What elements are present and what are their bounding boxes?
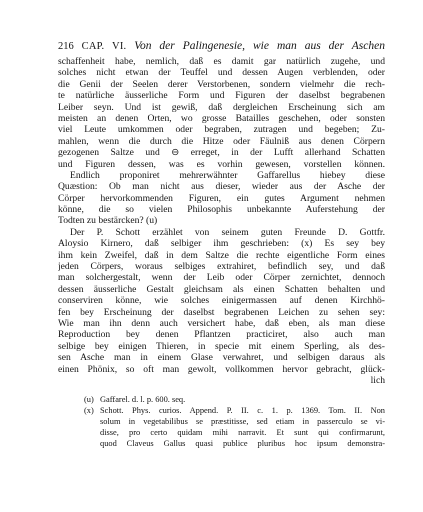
body-line: dessen äusserliche Gestalt gleichsam als einen Schatten behalten und	[58, 283, 385, 295]
body-line: sen Asche man in einem Glase verwahret, und selbigen daraus als	[58, 352, 385, 364]
chapter-label: CAP. VI.	[81, 41, 127, 52]
body-line: Der P. Schott erzählet von seinem guten Freunde D. Gottfr.	[70, 226, 385, 238]
body-line: viel Leute umkommen oder begraben, zutragen und begeben; Zu-	[58, 124, 385, 136]
footnote-marker: (x)	[84, 406, 94, 415]
paragraph	[58, 56, 385, 170]
footnote-text: Schott. Phys. curios. Append. P. II. c. 1. p. 1369. Tom. II. Non	[100, 406, 385, 415]
body-text	[58, 56, 385, 386]
body-line: selbige bey einigen Thieren, in specie mit einem Sperling, als des-	[58, 340, 385, 352]
body-line: man solchergestalt, wenn der Leib oder Cörper zernichtet, dennoch	[58, 272, 385, 284]
body-line: lich	[370, 374, 385, 386]
footnote-marker: (u)	[84, 395, 94, 404]
body-line: die Genii der Seelen derer Verstorbenen, sondern vielmehr die rech-	[58, 78, 385, 90]
body-line: Wie man ihn denn auch versichert habe, daß eben, als man diese	[58, 317, 385, 329]
footnote-text: Gaffarel. d. l. p. 600. seq.	[100, 395, 186, 404]
body-line: meisten an denen Orten, wo grosse Batailles geschehen, oder sonsten	[58, 112, 385, 124]
body-line: einen Phönix, so oft man gewolt, vollkommen hervor gebracht, glück-	[58, 363, 385, 375]
body-line: und Figuren dessen, was es vorhin gewesen, vorstellen können.	[58, 158, 385, 170]
body-line: Todten zu bestärcken? (u)	[58, 215, 158, 227]
body-line: Cörper hervorkommenden Figuren, ein gutes Argument nehmen	[58, 192, 385, 204]
footnote-line: quod Claveus Gallus quasi publice pluribus hoc ipsum demonstra-	[100, 439, 385, 448]
paragraph	[58, 170, 385, 227]
body-line: jeden Cörpers, woraus selbiges extrahiret, befindlich sey, und daß	[58, 261, 385, 273]
body-line: Quæstion: Ob man nicht aus dieser, wieder aus der Asche der	[58, 181, 385, 193]
paragraph	[58, 227, 385, 386]
footnotes	[84, 394, 385, 449]
body-line: könne, die so vielen Philosophis unbekannte Auferstehung der	[58, 204, 385, 216]
body-line: Reproduction bey denen Pflantzen practiciret, also auch man	[58, 329, 385, 341]
body-line: schaffenheit habe, nemlich, daß es damit gar natürlich zugehe, und	[58, 56, 385, 67]
body-line: solches nicht etwan der Teuffel und dessen Augen verblenden, oder	[58, 67, 385, 79]
footnote-line: disse, pro certo quidam mihi narravit. Et sunt qui confirmarunt,	[100, 428, 385, 437]
page-number: 216	[58, 41, 74, 52]
body-line: mahlen, wenn die durch die Hitze oder Fäulniß aus denen Cörpern	[58, 135, 385, 147]
body-line: ihm kein Zweifel, daß in dem Saltze die rechte eigentliche Form eines	[58, 249, 385, 261]
body-line: Leiber seyn. Und ist gewiß, daß dergleichen Erscheinung sich am	[58, 101, 385, 113]
body-line: Endlich proponiret mehrerwähnter Gaffarellus hiebey diese	[70, 169, 385, 181]
body-line: gezogenen Saltze und ⊖ erreget, in der Lufft allerhand Schatten	[58, 147, 385, 159]
running-title: Von der Palingenesie, wie man aus der Aschen	[134, 40, 385, 52]
footnote-line: solum in vegetabilibus se præstitisse, sed etiam in passerculo se vi-	[100, 417, 385, 426]
body-line: Aloysio Kirnero, daß selbiger ihm geschrieben: (x) Es sey bey	[58, 238, 385, 250]
footnote-line	[84, 394, 385, 405]
running-header	[58, 40, 385, 53]
body-line: fen bey Erscheinung der daselbst begrabenen Leichen zu sehen sey:	[58, 306, 385, 318]
body-line: te natürliche äusserliche Form und Figuren der daselbst begrabenen	[58, 90, 385, 102]
footnote-line	[84, 405, 385, 416]
body-line: conserviren könne, wie solches einigermassen auf denen Kirchhö-	[58, 295, 385, 307]
